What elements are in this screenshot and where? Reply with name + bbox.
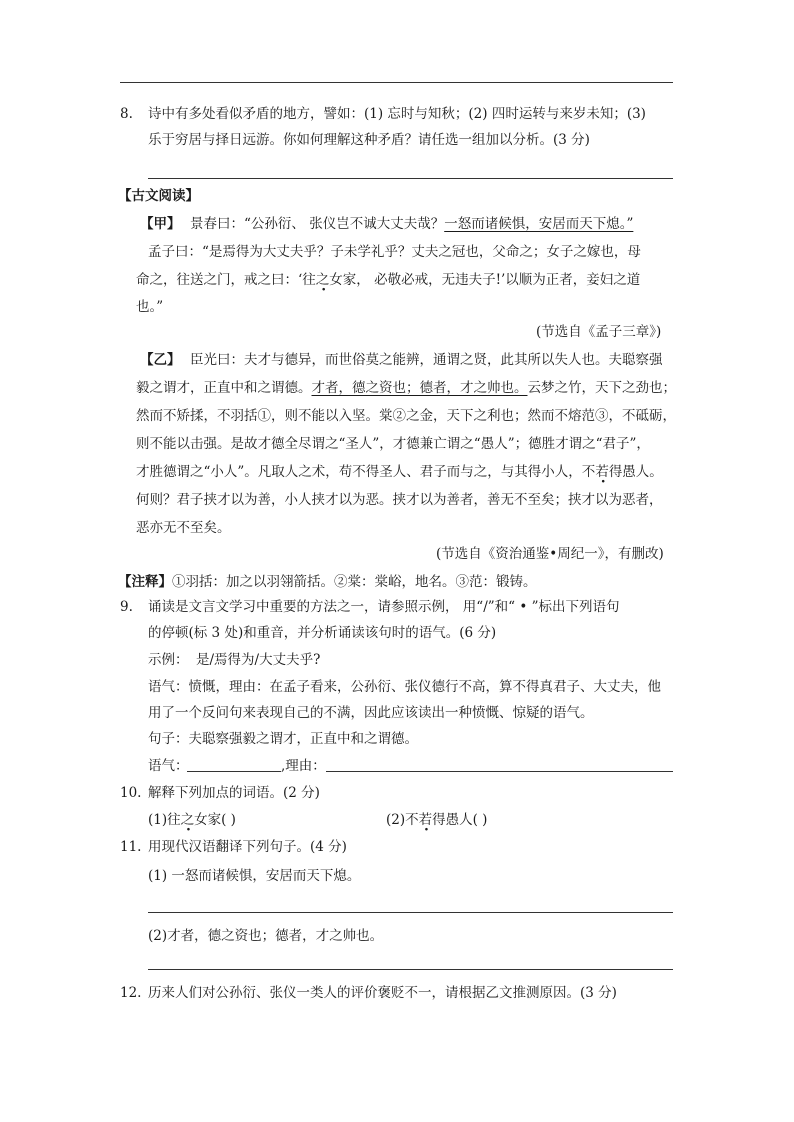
question-8-line2: 乐于穷居与择日远游。你如何理解这种矛盾？请任选一组加以分析。(3 分) [148,132,590,148]
passage-yi-line6: 何则？君子挟才以为善，小人挟才以为恶。挟才以为善者，善无不至矣；挟才以为恶者， [136,492,663,508]
passage-yi-line2-a: 毅之谓才，正直中和之谓德。 [136,380,312,396]
passage-jia-underlined: 一怒而诸候惧，安居而天下熄。” [444,216,634,232]
passage-yi-line4: 则不能以击强。是故才德全尽谓之“圣人”，才德兼亡谓之“愚人”；德胜才谓之“君子”， [136,436,650,452]
passage-jia-line2: 孟子曰：“是焉得为大丈夫乎？子未学礼乎？丈夫之冠也，父命之；女子之嫁也，母 [148,244,641,260]
annotation-note [118,572,537,592]
question-11-item2-answer-line[interactable] [148,969,673,970]
passage-jia-line3-a: 命之，往送之门，戒之曰：‘往 [136,272,316,288]
passage-yi-dotted-word: 若 [595,464,609,480]
question-8-answer-line[interactable] [148,178,673,179]
question-9-tone-line1: 语气：愤慨，理由：在孟子看来，公孙衍、张仪德行不高，算不得真君子、大丈夫，他 [148,679,661,695]
question-9-line2: 的停顿(标 3 处)和重音，并分析诵读该句时的语气。(6 分) [148,625,497,641]
passage-yi-line5-a: 才胜德谓之“小人”。凡取人之术，苟不得圣人、君子而与之，与其得小人，不 [136,464,596,480]
passage-yi-line3: 然而不矫揉，不羽括①，则不能以入坚。棠②之金，天下之利也；然而不熔范③，不砥砺， [136,408,676,424]
passage-yi-line2 [136,378,676,398]
passage-yi-line5-b: 得愚人。 [608,464,663,480]
question-10-item1-a: (1)往 [148,812,181,828]
question-10-item2 [386,810,487,830]
question-9-answer-tone-label: 语气： [148,758,189,774]
question-11-text: 用现代汉语翻译下列句子。(4 分) [148,839,347,855]
passage-yi-line7: 恶亦无不至矣。 [136,520,231,536]
question-8-number: 8. [120,106,133,122]
question-10-item2-b[interactable]: 得愚人( ) [432,812,488,828]
passage-yi-line5 [136,462,663,482]
passage-jia-source: (节选自《孟子三章》) [536,324,662,340]
passage-yi-label: 【乙】 [140,352,181,368]
question-10-item1-b[interactable]: 女家( ) [194,812,236,828]
question-9-sentence: 句子：夫聪察强毅之谓才，正直中和之谓德。 [148,731,418,747]
passage-yi-line2-c: 云梦之竹，天下之劲也； [527,380,676,396]
question-12-number: 12. [120,985,142,1001]
question-10-item1 [148,810,236,830]
question-10-item2-a: (2)不 [386,812,419,828]
question-9-example-text: 是/焉得为/大丈夫乎? [196,652,321,668]
passage-yi-source: (节选自《资治通鉴•周纪一》，有删改) [436,546,664,562]
question-9-tone-blank[interactable] [187,771,281,772]
passage-jia-line4: 也。” [136,299,164,315]
question-9-answer-reason-label: ,理由： [281,758,326,774]
passage-jia-line3-b: 女家， 必敬必戒，无违夫子!’以顺为正者，妾妇之道 [329,272,641,288]
question-9-reason-blank[interactable] [326,771,673,772]
question-10-number: 10. [120,785,142,801]
question-8-line1: 诗中有多处看似矛盾的地方，譬如：(1) 忘时与知秋；(2) 四时运转与来岁未知；(3) [148,106,646,122]
top-rule [120,82,673,83]
question-10-item1-dotted-word: 之 [180,812,195,828]
question-10-text: 解释下列加点的词语。(2 分) [148,785,320,801]
question-9-example-label: 示例： [148,652,189,668]
annotation-text: ①羽括：加之以羽翎箭括。②棠：棠峪，地名。③范：锻铸。 [172,574,537,590]
question-11-number: 11. [120,839,142,855]
passage-yi-line1: 臣光曰：夫才与德异，而世俗莫之能辨，通谓之贤，此其所以失人也。夫聪察强 [190,352,663,368]
question-11-item2: (2)才者，德之资也；德者，才之帅也。 [148,928,384,944]
section-title: 【古文阅读】 [118,188,199,204]
passage-jia-label: 【甲】 [140,216,181,232]
question-9-number: 9. [120,599,133,615]
question-11-item1-answer-line[interactable] [148,912,673,913]
passage-jia-line1-text: 景春曰：“公孙衍、 张仪岂不诚大丈夫哉？ [190,216,445,232]
question-10-item2-dotted-word: 若 [418,812,433,828]
passage-yi-underlined: 才者，德之资也；德者，才之帅也。 [311,380,528,396]
passage-jia-line1 [190,214,633,234]
passage-jia-dotted-word: 之 [315,272,330,288]
question-12-text: 历来人们对公孙衍、张仪一类人的评价褒贬不一，请根据乙文推测原因。(3 分) [148,985,617,1001]
passage-jia-line3 [136,270,640,290]
question-11-item1: (1) 一怒而诸候惧，安居而天下熄。 [148,868,361,884]
question-9-line1: 诵读是文言文学习中重要的方法之一，请参照示例， 用“/”和“ • ”标出下列语句 [148,599,620,615]
annotation-label: 【注释】 [118,574,172,590]
question-9-tone-line2: 用了一个反问句来表现自己的不满，因此应该读出一种愤慨、惊疑的语气。 [148,705,594,721]
